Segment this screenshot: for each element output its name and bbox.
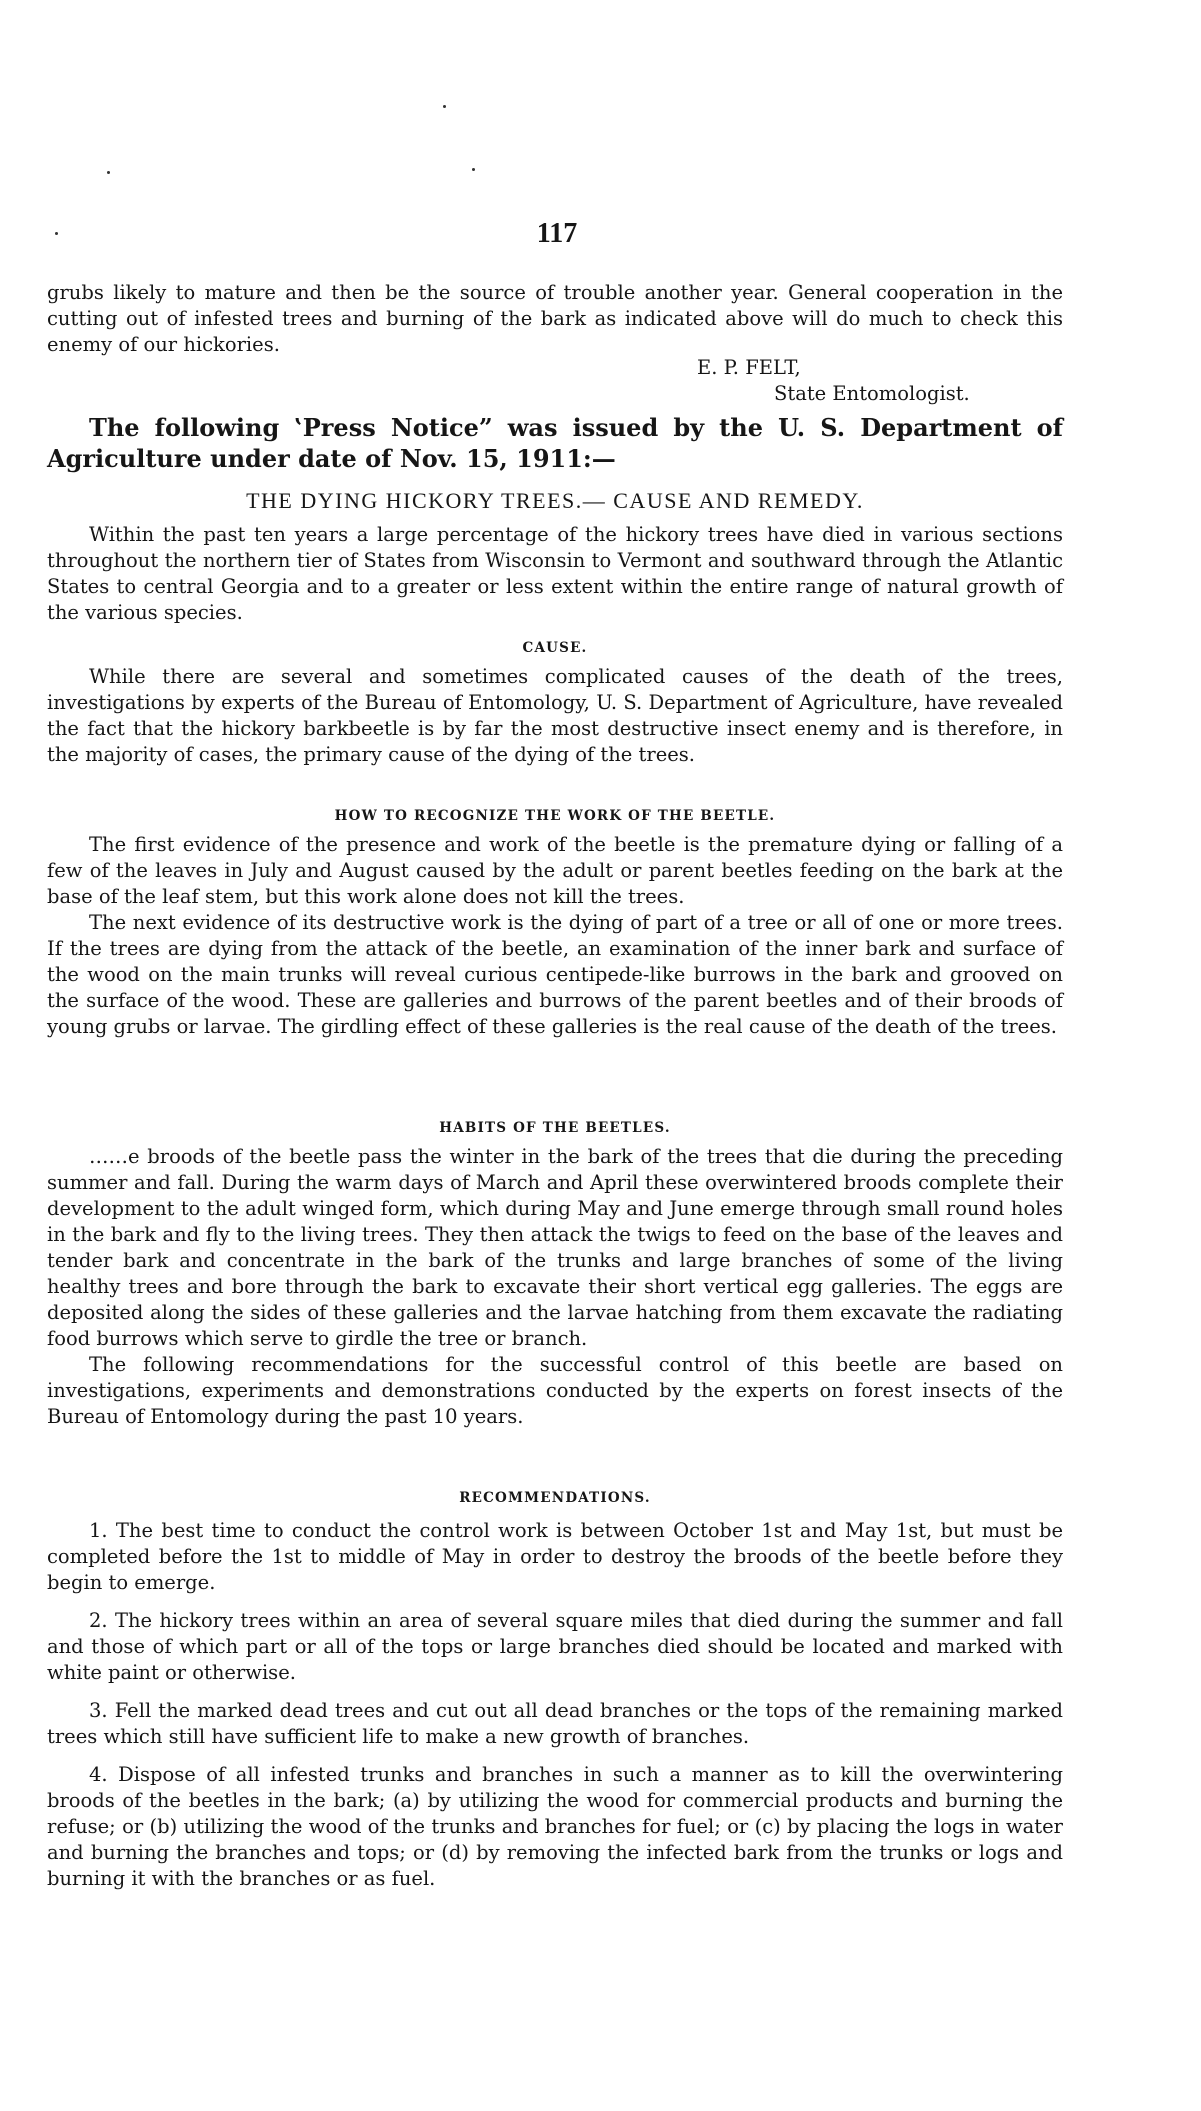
cause-paragraph: While there are several and sometimes complicated causes of the death of the trees, investigations by experts of the Bureau of Entomology, U. S. Department of Agriculture, have revealed the fact that the hickory barkbeetle is by far the most destructive insect enemy and is therefore, in the majority of cases, the primary cause of the dying of the trees. — [47, 665, 1063, 766]
scan-speck — [472, 168, 475, 171]
press-notice-heading: The following ‛Press Notice” was issued by the U. S. Department of Agriculture under date of Nov. 15, 1911:— — [47, 413, 1063, 473]
recommendation-item: 1. The best time to conduct the control work is between October 1st and May 1st, but must be completed before the 1st to middle of May in order to destroy the broods of the beetle before they begin to emerge. — [47, 1519, 1063, 1594]
cause-section — [47, 640, 1063, 768]
habits-section — [47, 1120, 1063, 1430]
signature-title: State Entomologist. — [774, 382, 970, 405]
recommendation-item: 3. Fell the marked dead trees and cut out all dead branches or the tops of the remaining marked trees which still have sufficient life to make a new growth of branches. — [47, 1699, 1063, 1748]
intro-paragraph: Within the past ten years a large percentage of the hickory trees have died in various sections throughout the northern tier of States from Wisconsin to Vermont and southward through the Atlantic States to central Georgia and to a greater or less extent within the entire range of natural growth of the various species. — [47, 523, 1063, 624]
page-number: 117 — [536, 218, 578, 249]
article-title: THE DYING HICKORY TREES.— CAUSE AND REMEDY. — [246, 488, 864, 513]
habits-paragraph-2: The following recommendations for the successful control of this beetle are based on investigations, experiments and demonstrations conducted by the experts on forest insects of the Bureau of Entomology during the past 10 years. — [47, 1353, 1063, 1428]
signature-name: E. P. FELT, — [697, 356, 801, 379]
cause-heading: CAUSE. — [522, 640, 588, 656]
habits-heading: HABITS OF THE BEETLES. — [439, 1120, 671, 1136]
recommendation-item: 2. The hickory trees within an area of several square miles that died during the summer and fall and those of which part or all of the tops or large branches died should be located and marked with white paint or otherwise. — [47, 1609, 1063, 1684]
scan-speck — [443, 105, 446, 108]
recognize-heading: HOW TO RECOGNIZE THE WORK OF THE BEETLE. — [334, 808, 776, 824]
recommendation-item: 4. Dispose of all infested trunks and branches in such a manner as to kill the overwintering broods of the beetles in the bark; (a) by utilizing the wood for commercial products and burning the refuse; or (b) utilizing the wood of the trunks and branches for fuel; or (c) by placing the logs in water and burning the branches and tops; or (d) by removing the infected bark from the trunks or logs and burning it with the branches or as fuel. — [47, 1763, 1063, 1890]
recognize-paragraph-2: The next evidence of its destructive work is the dying of part of a tree or all of one or more trees. If the trees are dying from the attack of the beetle, an examination of the inner bark and surface of the wood on the main trunks will reveal curious centipede-like burrows in the bark and grooved on the surface of the wood. These are galleries and burrows of the parent beetles and of their broods of young grubs or larvae. The girdling effect of these galleries is the real cause of the death of the trees. — [47, 911, 1063, 1038]
recommendations-heading: RECOMMENDATIONS. — [459, 1490, 651, 1506]
continuation-paragraph: grubs likely to mature and then be the source of trouble another year. General cooperation in the cutting out of infested trees and burning of the bark as indicated above will do much to check this enemy of our hickories. — [47, 281, 1063, 356]
habits-paragraph-1: ……e broods of the beetle pass the winter in the bark of the trees that die during the preceding summer and fall. During the warm days of March and April these overwintered broods complete their development to the adult winged form, which during May and June emerge through small round holes in the bark and fly to the living trees. They then attack the twigs to feed on the base of the leaves and tender bark and concentrate in the bark of the trunks and large branches of some of the living healthy trees and bore through the bark to excavate their short vertical egg galleries. The eggs are deposited along the sides of these galleries and the larvae hatching from them excavate the radiating food burrows which serve to girdle the tree or branch. — [47, 1145, 1063, 1350]
recognize-section — [47, 808, 1063, 1040]
recognize-paragraph-1: The first evidence of the presence and work of the beetle is the premature dying or falling of a few of the leaves in July and August caused by the adult or parent beetles feeding on the bark at the base of the leaf stem, but this work alone does not kill the trees. — [47, 833, 1063, 908]
scan-speck — [107, 171, 110, 174]
scan-speck — [55, 232, 58, 235]
recommendations-section — [47, 1490, 1063, 1892]
